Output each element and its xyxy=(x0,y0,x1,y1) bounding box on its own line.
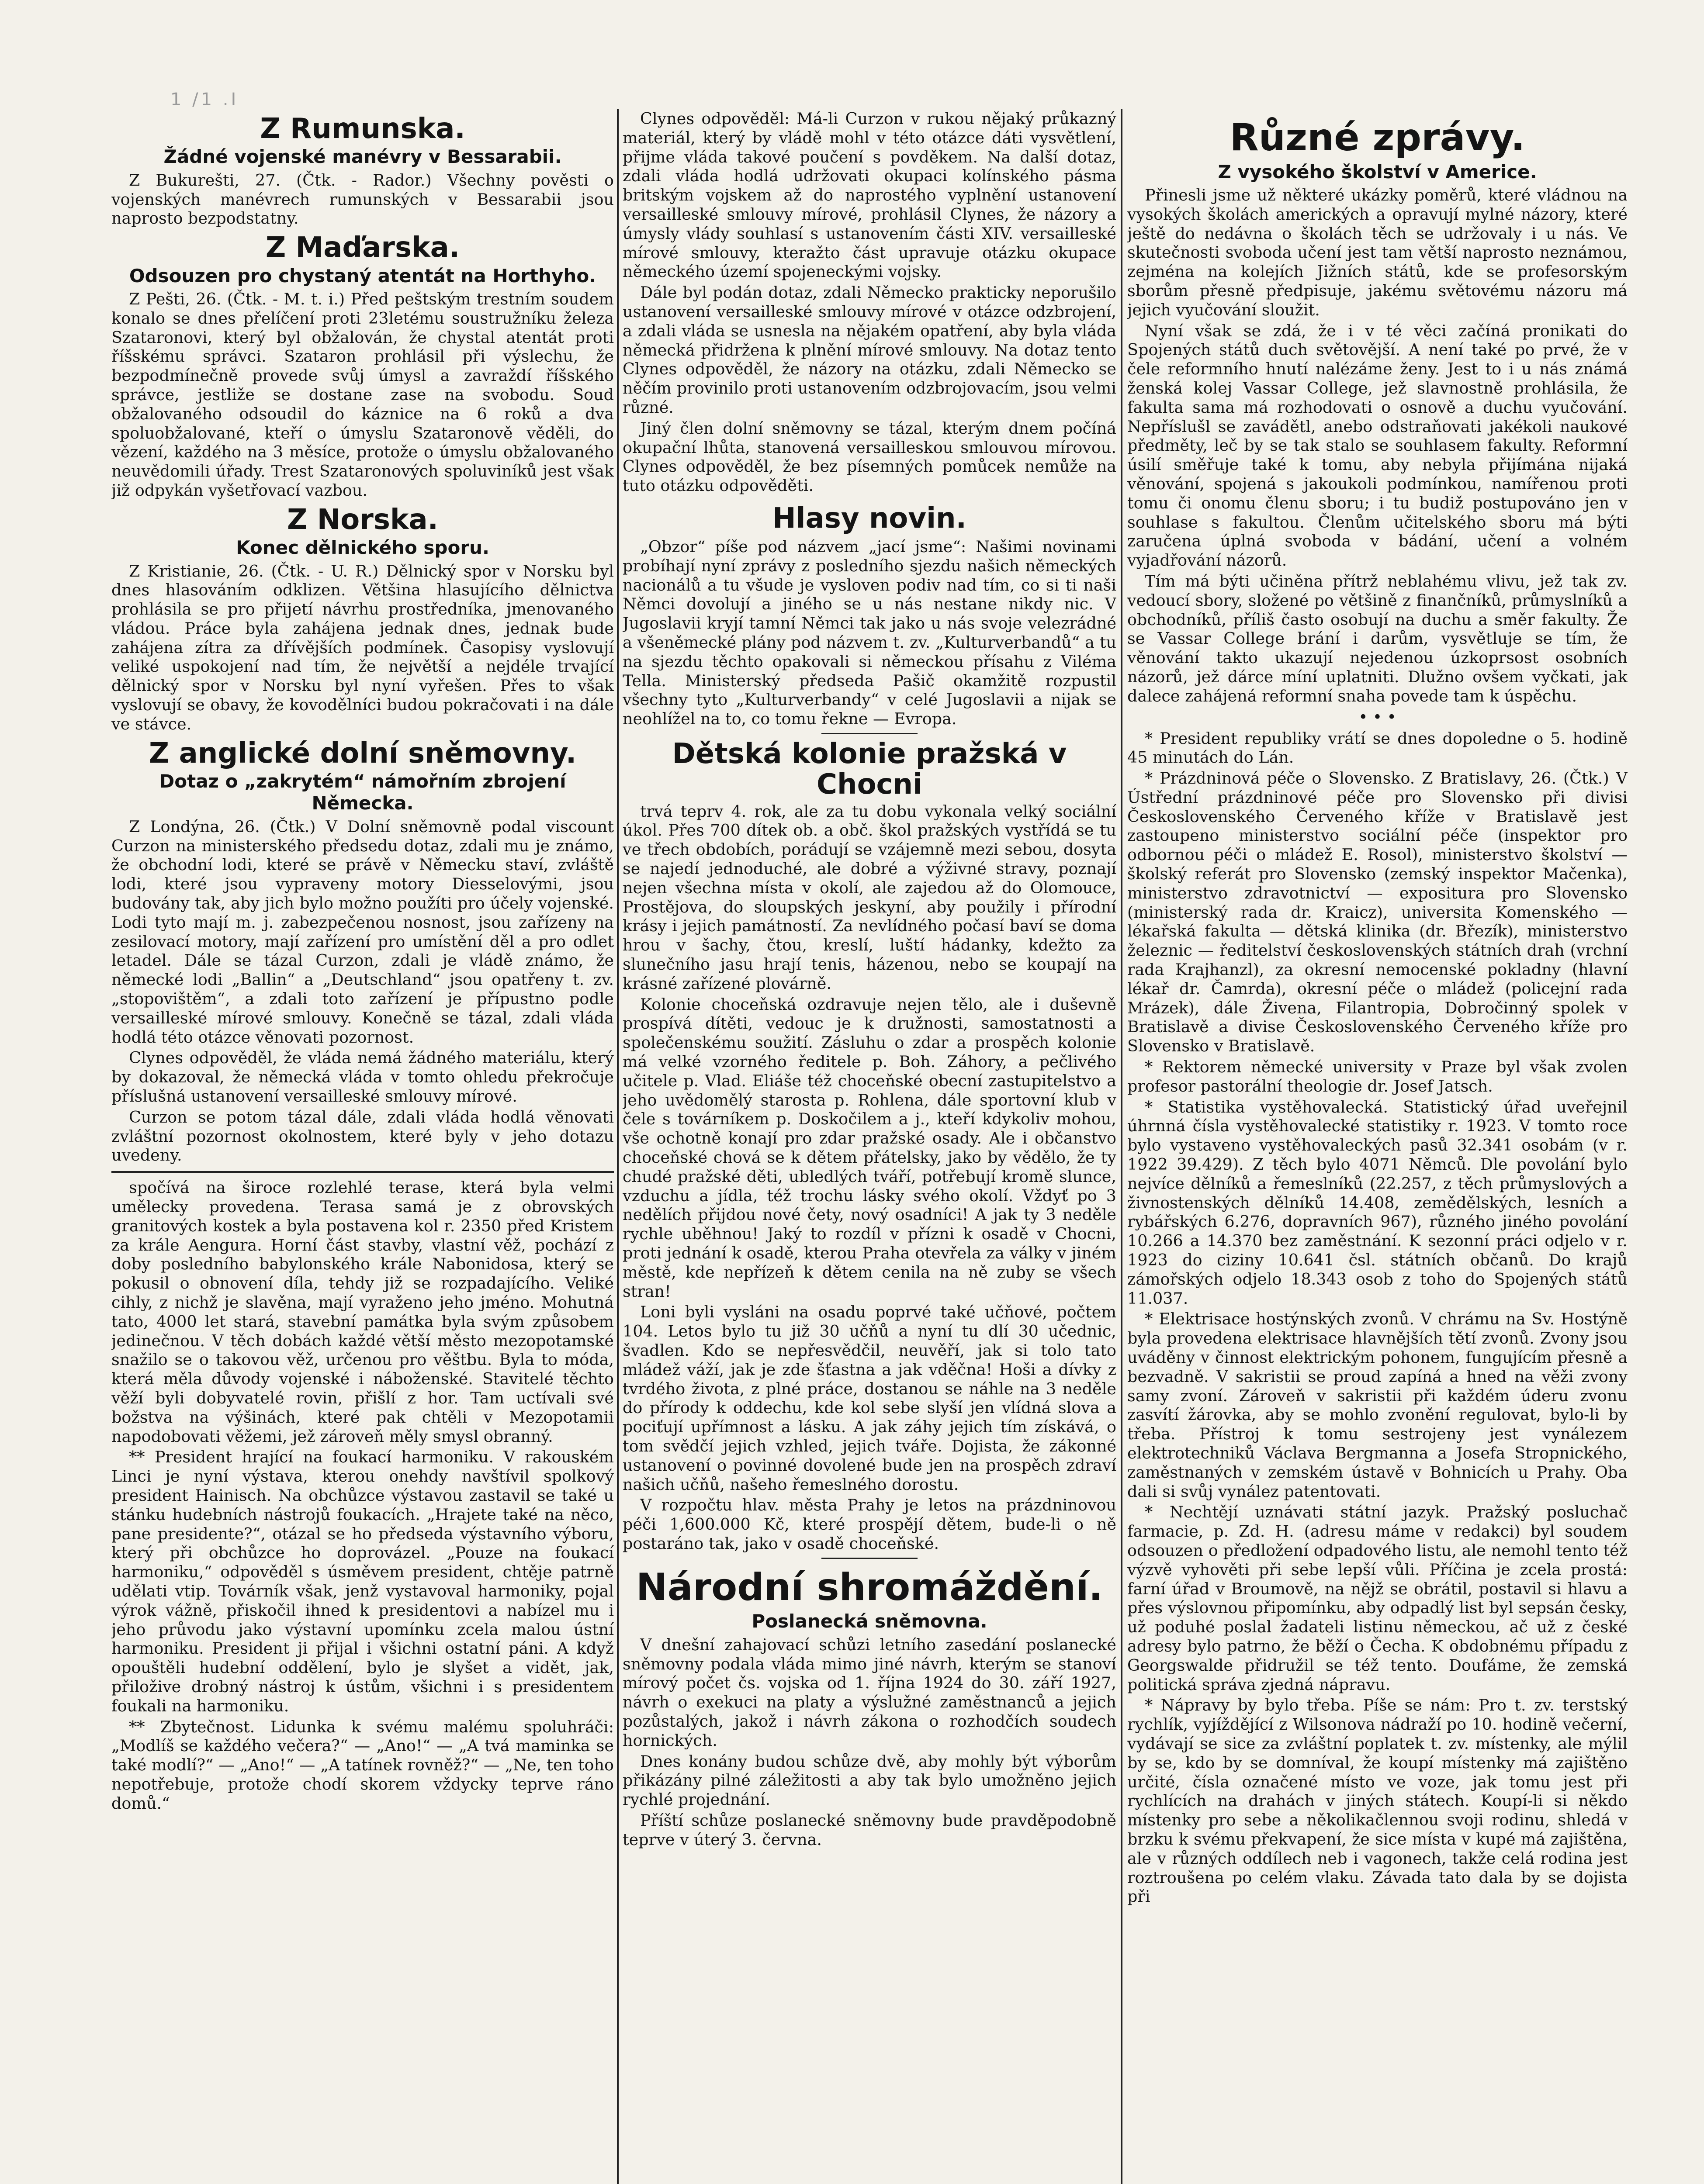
subheading-vysoke-skolstvi: Z vysokého školství v Americe. xyxy=(1218,161,1537,183)
column-3 xyxy=(1127,109,1628,2184)
article-rumunska: Z Bukurešti, 27. (Čtk. - Rador.) Všechny pověsti o vojenských manévrech rumunských v Bessarabii jsou naprosto bezpodstatny. xyxy=(111,170,614,228)
feuilleton-rule xyxy=(111,1171,614,1173)
article-narodni-1: V dnešní zahajovací schůzi letního zasedání poslanecké sněmovny podala vláda mimo jiné návrh, kterým se stanoví mírový počet čs. vojska od 1. října 1924 do 30. září 1927, návrh o exekuci na platy a výslužné zaměstnanců a jejich pozůstalých, jakož i návrh zákona o rozhodčích soudech hornických. xyxy=(623,1635,1116,1750)
article-norska: Z Kristianie, 26. (Čtk. - U. R.) Dělnický spor v Norsku byl dnes hlasováním odklizen. Většina hlasujícího dělnictva prohlásila se pro přijetí návrhu prostředníka, jmenovaného vládou. Práce byla zahájena jednak dnes, jednak bude zahájena zítra za dřívějších podmínek. Časopisy vyslovují veliké uspokojení nad tím, že největší a nejdéle trvající dělnický spor v Norsku byl nyní vyřešen. Přes to však vyslovují se obavy, že kovodělníci budou pokračovati i na dále ve stávce. xyxy=(111,561,614,733)
heading-madarska: Z Maďarska. xyxy=(265,232,460,264)
column-rule-2 xyxy=(1121,109,1122,2184)
article-detska-2: Kolonie choceňská ozdravuje nejen tělo, ale i duševně prospívá dítěti, vedouc je k družnosti, samostatnosti a společenskému soužití. Zásluhu o zdar a prospěch kolonie má velké vzorného ředitele p. Boh. Záhory, a pečlivého učitele p. Vlad. Eliáše též choceňské obecní zastupitelstvo a jeho uvědomělý starosta p. Rohlena, dále sportovní klub v čele s továrníkem p. Doskočilem a j., kteří kdykoliv mohou, vše ochotně konají pro zdar pražské osady. Ale i občanstvo choceňské chová se k dětem přátelsky, jako by vědělo, že ty chudé pražské děti, ubledlých tváří, potřebují kromě slunce, vzduchu a jídla, též trochu lásky svého okolí. Vždyť po 3 nedělích přijdou nové čety, nový osadníci! A jak ty 3 neděle rychle uběhnou! Jaký to rozdíl v přízni k osadě v Chocni, proti jednání k osadě, kterou Praha otevřela za války v jiném městě, kde nepřízeň k dětem cenila na ně zuby se všech stran! xyxy=(623,995,1116,1301)
feuilleton-zbytecnost: ** Zbytečnost. Lidunka k svému malému spoluhráči: „Modlíš se každého večera?“ — „Ano!“ — „A tvá maminka se také modlí?“ — „Ano!“ — „A tatínek rovněž?“ — „Ne, ten toho nepotřebuje, protože chodí skorem vždycky teprve ráno domů.“ xyxy=(111,1717,614,1813)
section-rule-2 xyxy=(821,1558,918,1559)
article-clynes-1: Clynes odpověděl: Má-li Curzon v rukou nějaký průkazný materiál, který by vládě mohl v této otázce dáti vysvětlení, přijme vláda takové poučení s povděkem. Na další dotaz, zdali vláda hodlá udržovati okupaci kolínského pásma britským vojskem až do naprostého vyplnění ustanovení versailleské smlouvy mírové, prohlásil Clynes, že názory a úmysly vlády souhlasí s ustanovením části XIV. versailleské mírové smlouvy, kteražto část upravuje otázku okupace německého území spojeneckými vojsky. xyxy=(623,109,1116,281)
article-narodni-2: Dnes konány budou schůze dvě, aby mohly být výborům přikázány pilné záležitosti a aby tak bylo umožněno jejich rychlé projednání. xyxy=(623,1752,1116,1809)
section-rule xyxy=(821,733,918,734)
news-rektorem: * Rektorem německé university v Praze byl však zvolen profesor pastorální theologie dr. Josef Jatsch. xyxy=(1127,1057,1628,1095)
subheading-anglicke: Dotaz o „zakrytém“ námořním zbrojení Německa. xyxy=(159,771,566,814)
article-clynes-3: Jiný člen dolní sněmovny se tázal, kterým dnem počíná okupační lhůta, stanovená versailleskou smlouvou mírovou. Clynes odpověděl, že bez písemných pomůcek nemůže na tuto otázku odpověděti. xyxy=(623,418,1116,495)
subheading-norska: Konec dělnického sporu. xyxy=(236,537,489,559)
article-hlasy-novin: „Obzor“ píše pod názvem „jací jsme“: Našimi novinami probíhají nyní zprávy z posledního sjezdu našich německých nacionálů a tu všude je vysloven podiv nad tím, co si ti naši Němci dovolují a jiného se u nás nestane nikdy nic. V Jugoslavii kryjí tamní Němci tak jako u nás svoje velezrádné a všeněmecké plány pod názvem t. zv. „Kulturverbandů“ a tu na sjezdu těchto opakovali si německou přísahu z Viléma Tella. Ministerský předseda Pašič okamžitě rozpustil všechny tyto „Kulturverbandy“ v celé Jugoslavii a nijak se neohlížel na to, co tomu řekne — Evropa. xyxy=(623,537,1116,729)
article-detska-1: trvá teprv 4. rok, ale za tu dobu vykonala velký sociální úkol. Přes 700 dítek ob. a obč. škol pražských vystřídá se tu ve třech obdobích, porádují se vzájemně mezi sebou, dosyta se najedí jednoduché, ale dobré a výživné stravy, poznají nejen všechna místa v okolí, ale zajedou až do Olomouce, Prostějova, do sloupských jeskyní, aby použily i přírodní krásy i jejich památností. Za nevlídného počasí baví se doma hrou v šachy, čtou, kreslí, luští hádanky, kdežto za slunečního jasu hrají tenis, házenou, nebo se koupají na krásné zařízené plovárně. xyxy=(623,802,1116,993)
article-anglicke-3: Curzon se potom tázal dále, zdali vláda hodlá věnovati zvláštní pozornost okolnostem, které byly v jeho dotazu uvedeny. xyxy=(111,1107,614,1165)
page-marker: 1 /1 .I xyxy=(170,90,239,110)
article-clynes-2: Dále byl podán dotaz, zdali Německo prakticky neporušilo ustanovení versailleské smlouvy mírové v otázce odzbrojení, a zdali vláda se usnesla na nějakém opatření, aby byla vláda německá přidržena k plnění mírové smlouvy. Na dotaz tento Clynes odpověděl, že názory na otázku, zdali Německo se něčím provinilo proti ustanovením odzbrojovacím, jsou velmi různé. xyxy=(623,283,1116,417)
news-napravy: * Nápravy by bylo třeba. Píše se nám: Pro t. zv. terstský rychlík, vyjíždějící z Wilsonova nádraží po 10. hodině večerní, vydávají se sice za zvláštní poplatek t. zv. místenky, ale mýlil by se, kdo by se domníval, že koupí místenky má zajištěno určité, čísla označené místo ve voze, jak tomu jest při rychlících na drahách v jiných státech. Koupí-li si někdo místenky pro sebe a několikačlennou svoji rodinu, shledá v brzku k svému překvapení, že sice místa v kupé má zajištěna, ale v různých oddílech neb i vagonech, takže celá rodina jest roztroušena po celém vlaku. Závada tato dala by se dojista při xyxy=(1127,1696,1628,1906)
separator-dots: • • • xyxy=(1358,708,1396,726)
heading-ruzne-zpravy: Různé zprávy. xyxy=(1230,116,1525,159)
column-2 xyxy=(623,109,1116,2184)
news-statistika: * Statistika vystěhovalecká. Statistický úřad uveřejnil úhrnná čísla vystěhovalecké statistiky r. 1923. V tomto roce bylo vystaveno vystěhovaleckých pasů 32.341 osobám (v r. 1922 39.429). Z těch bylo 4071 Němců. Dle povolání bylo nejvíce dělníků a řemeslníků (22.257, z těch průmyslových a živnostenských dělníků 14.408, zemědělských, lesních a rybářských 6.276, dopravních 967), různého jiného povolání 10.266 a 14.370 bez zaměstnání. K sezonní práci odjelo v r. 1923 do ciziny 10.641 čsl. státních občanů. Do krajů zámořských odjelo 18.343 osob z toho do Spojených států 11.037. xyxy=(1127,1097,1628,1308)
article-detska-3: Loni byli vysláni na osadu poprvé také učňové, počtem 104. Letos bylo tu již 30 učňů a nyní tu dlí 30 učednic, švadlen. Kdo se nepřesvědčil, neuvěří, jak si tolo tato mládež váží, jak je zde šťastna a jak vděčna! Hoši a dívky z tvrdého života, z plné práce, dostanou se náhle na 3 neděle do přírody k oddechu, kde kol sebe slyší jen vlídná slova a pociťují upřímnost a lásku. A jak záhy jejich tím získává, o tom svědčí jejich vzhled, jejich tváře. Dojista, že zákonné ustanovení o povinné dovolené bude jen na prospěch zdraví našich učňů, našeho řemeslného dorostu. xyxy=(623,1303,1116,1494)
news-president: * President republiky vrátí se dnes dopoledne o 5. hodině 45 minutách do Lán. xyxy=(1127,729,1628,767)
heading-narodni-shromazdeni: Národní shromáždění. xyxy=(636,1565,1103,1609)
article-narodni-3: Příští schůze poslanecké sněmovny bude pravděpodobně teprve v úterý 3. června. xyxy=(623,1811,1116,1849)
article-detska-4: V rozpočtu hlav. města Prahy je letos na prázdninovou péči 1,600.000 Kč, které prospějí dětem, bude-li o ně postaráno tak, jako v osadě choceňské. xyxy=(623,1496,1116,1553)
heading-detska-kolonie: Dětská kolonie pražská v Chocni xyxy=(672,737,1067,801)
article-skolstvi-3: Tím má býti učiněna přítrž neblahému vlivu, jež tak zv. vedoucí sbory, složené po většině z finančníků, průmyslníků a obchodníků, příliš často osobují na duchu a směr fakulty. Že se Vassar College brání i darům, vysvětluje se tím, že věnování takto ukazují nejedenou úzkoprsost osobních názorů, jež dárce míní uplatniti. Dlužno ovšem vyčkati, jak dalece zahájená reformní snaha povede tam k úspěchu. xyxy=(1127,571,1628,705)
news-elektrisace: * Elektrisace hostýnských zvonů. V chrámu na Sv. Hostýně byla provedena elektrisace hlavnějších tětí zvonů. Zvony jsou uváděny v činnost elektrickým pohonem, fungujícím přesně a bezvadně. V sakristii se proud zapíná a hned na věži zvony samy zvoní. Zároveň v sakristii při každém úderu zvonu zasvítí žárovka, aby se mohlo zvonění regulovat, bylo-li by třeba. Přístroj k tomu sestrojeny jest vynálezem elektrotechniků Václava Bergmanna a Josefa Stropnického, zaměstnaných v zemském ústavě v Bohnicích u Prahy. Oba dali si svůj vynález patentovati. xyxy=(1127,1310,1628,1501)
heading-hlasy-novin: Hlasy novin. xyxy=(772,502,966,535)
news-nechteji: * Nechtějí uznávati státní jazyk. Pražský posluchač farmacie, p. Zd. H. (adresu máme v redakci) byl soudem odsouzen o předložení odpadového listu, ale nemohl tento též výzvě vyhověti při sebe lepší vůli. Příčina je zcela prostá: farní úřad v Broumově, na nějž se obrátil, postavil si hlavu a přes výslovnou připomínku, aby odpadlý list byl sepsán česky, už poduhé poslal žadateli listinu německou, ač už z české adresy bylo patrno, že běží o Čecha. K obdobnému případu z Georgswalde přidružil se též tento. Doufáme, že zemská politická správa zjedná nápravu. xyxy=(1127,1503,1628,1694)
column-1 xyxy=(111,109,614,2184)
heading-norska: Z Norska. xyxy=(287,503,438,536)
article-madarska: Z Pešti, 26. (Čtk. - M. t. i.) Před peštským trestním soudem konalo se dnes přelíčení proti 23letému soustružníku železa Szataronovi, který byl obžalován, že chystal atentát proti říšskému správci. Szataron prohlásil při výslechu, že bezpodmínečně provede svůj úmysl a zavraždí říšského správce, jestliže se dostane zase na svobodu. Soud obžalovaného odsoudil do káznice na 6 roků a dva spoluobžalované, kteří o úmyslu Szataronově věděli, do vězení, každého na 3 měsíce, protože o úmyslu obžalovaného neuvědomili úřady. Trest Szataronových spoluviníků jest však již odpykán vyšetřovací vazbou. xyxy=(111,289,614,500)
heading-rumunska: Z Rumunska. xyxy=(260,113,465,145)
column-rule-1 xyxy=(617,109,619,2184)
feuilleton-harmonika: ** President hrající na foukací harmoniku. V rakouském Linci je nyní výstava, kterou onehdy navštívil spolkový president Hainisch. Na obchůzce výstavou zastavil se také u stánku hudebních nástrojů foukacích. „Hrajete také na něco, pane presidente?“, otázal se ho předseda výstavního výboru, který při obchůzce ho doprovázel. „Pouze na foukací harmoniku,“ odpověděl s úsměvem president, chtěje patrně udělati vtip. Továrník však, jenž vystavoval harmoniky, pojal výrok vážně, přiskočil ihned k presidentovi a nabízel mu i jeho průvodu jako výstavní upomínku zcela malou ústní harmoniku. President ji přijal i všichni ostatní páni. A když opouštěli hudební oddělení, bylo je slyšet a vidět, jak, přiložive drobný nástroj k ústům, všichni i s presidentem foukali na harmoniku. xyxy=(111,1448,614,1715)
feuilleton-terasa: spočívá na široce rozlehlé terase, která byla velmi umělecky provedena. Terasa samá je z obrovských granitových kostek a byla postavena kol r. 2350 před Kristem za krále Aengura. Horní část stavby, vlastní věž, pochází z doby posledního babylonského krále Nabonidosa, který se pokusil o obnovení díla, tehdy již se rozpadajícího. Veliké cihly, z nichž je slavěna, mají vyraženo jeho jméno. Mohutná tato, 4000 let stará, stavební památka byla svým způsobem jedinečnou. V těch dobách každé větší město mezopotamské snažilo se o takovou věž, určenou pro věštbu. Byla to móda, která měla důvody vojenské i náboženské. Stavitelé těchto věží byli dobyvatelé rovin, přišlí z hor. Tam uctívali své božstva na výšinách, které pak chtěli v Mezopotamii napodobovati věžemi, jež zároveň měly smysl obranný. xyxy=(111,1178,614,1446)
article-anglicke-1: Z Londýna, 26. (Čtk.) V Dolní sněmovně podal viscount Curzon na ministerského předsedu dotaz, zdali mu je známo, že obchodní lodi, které se právě v Německu staví, zvláště lodi, které jsou vypraveny motory Diesselovými, jsou budovány tak, aby jich bylo možno použíti pro účely vojenské. Lodi tyto mají m. j. zabezpečenou nosnost, jsou zařízeny na zesilovací motory, mají zařízení pro umístění děl a pro odlet letadel. Dále se tázal Curzon, zdali je vládě známo, že německé lodi „Ballin“ a „Deutschland“ jsou opatřeny t. zv. „stopovištěm“, a zdali toto zařízení je přípustno podle versailleské mírové smlouvy. Konečně se tázal, zdali vláda hodlá této otázce věnovati pozornost. xyxy=(111,817,614,1047)
subheading-madarska: Odsouzen pro chystaný atentát na Horthyho. xyxy=(129,265,596,287)
news-prazdninova-pece: * Prázdninová péče o Slovensko. Z Bratislavy, 26. (Čtk.) V Ústřední prázdninové péče pro Slovensko při divisi Československého Červeného kříže v Bratislavě jest zastoupeno ministerstvo sociální péče (inspektor pro odbornou péči o mládež E. Rosol), ministerstvo školství — školský referát pro Slovensko (zemský inspektor Mačenka), ministerstvo zdravotnictví — expositura pro Slovensko (ministerský rada dr. Kraicz), universita Komenského — lékařská fakulta — dětská klinika (dr. Březík), ministerstvo železnic — ředitelství československých státních drah (vrchní rada Krajhanzl), za okresní nemocenské pokladny (hlavní lékař dr. Čamrda), okresní péče o mládež (policejní rada Mrázek), dále Živena, Filantropia, Dobročinný spolek v Bratislavě a divise Československého Červeného kříže pro Slovensko v Bratislavě. xyxy=(1127,769,1628,1056)
subheading-rumunska: Žádné vojenské manévry v Bessarabii. xyxy=(163,146,562,168)
article-skolstvi-2: Nyní však se zdá, že i v té věci začíná pronikati do Spojených států duch světovější. A není také po prvé, že v čele reformního hnutí nalézáme ženy. Jest to i u nás známá ženská kolej Vassar College, jež slavnostně prohlásila, že fakulta sama má rozhodovati o osnově a duchu vyučování. Nepříslušl se zavádětl, anebo odstraňovati jakékoli naukové předměty, leč by se tak stalo se souhlasem fakulty. Reformní úsilí směřuje také k tomu, aby nebyla přijímána nijaká věnování, spojená s jakoukoli podmínkou, namířenou proti tomu či onomu členu sboru; i tu budiž postupováno jen v souhlase s fakultou. Členům učitelského sboru má býti zaručena úplná svoboda v bádání, učení a volném vyjadřování názorů. xyxy=(1127,321,1628,570)
subheading-poslanecka: Poslanecká sněmovna. xyxy=(752,1610,987,1632)
heading-anglicke: Z anglické dolní sněmovny. xyxy=(149,737,577,770)
article-anglicke-2: Clynes odpověděl, že vláda nemá žádného materiálu, který by dokazoval, že německá vláda v tomto ohledu překročuje příslušná ustanovení versailleské smlouvy mírové. xyxy=(111,1048,614,1106)
article-skolstvi-1: Přinesli jsme už některé ukázky poměrů, které vládnou na vysokých školách amerických a opravují mylné názory, které ještě do nedávna o školách těch se udržovaly i u nás. Ve skutečnosti svoboda učení jest tam větší naprosto neznámou, zejména na kolejích Jižních států, kde se profesorským sborům přesně předpisuje, jakému světovému názoru má jejich vyučování sloužit. xyxy=(1127,185,1628,319)
